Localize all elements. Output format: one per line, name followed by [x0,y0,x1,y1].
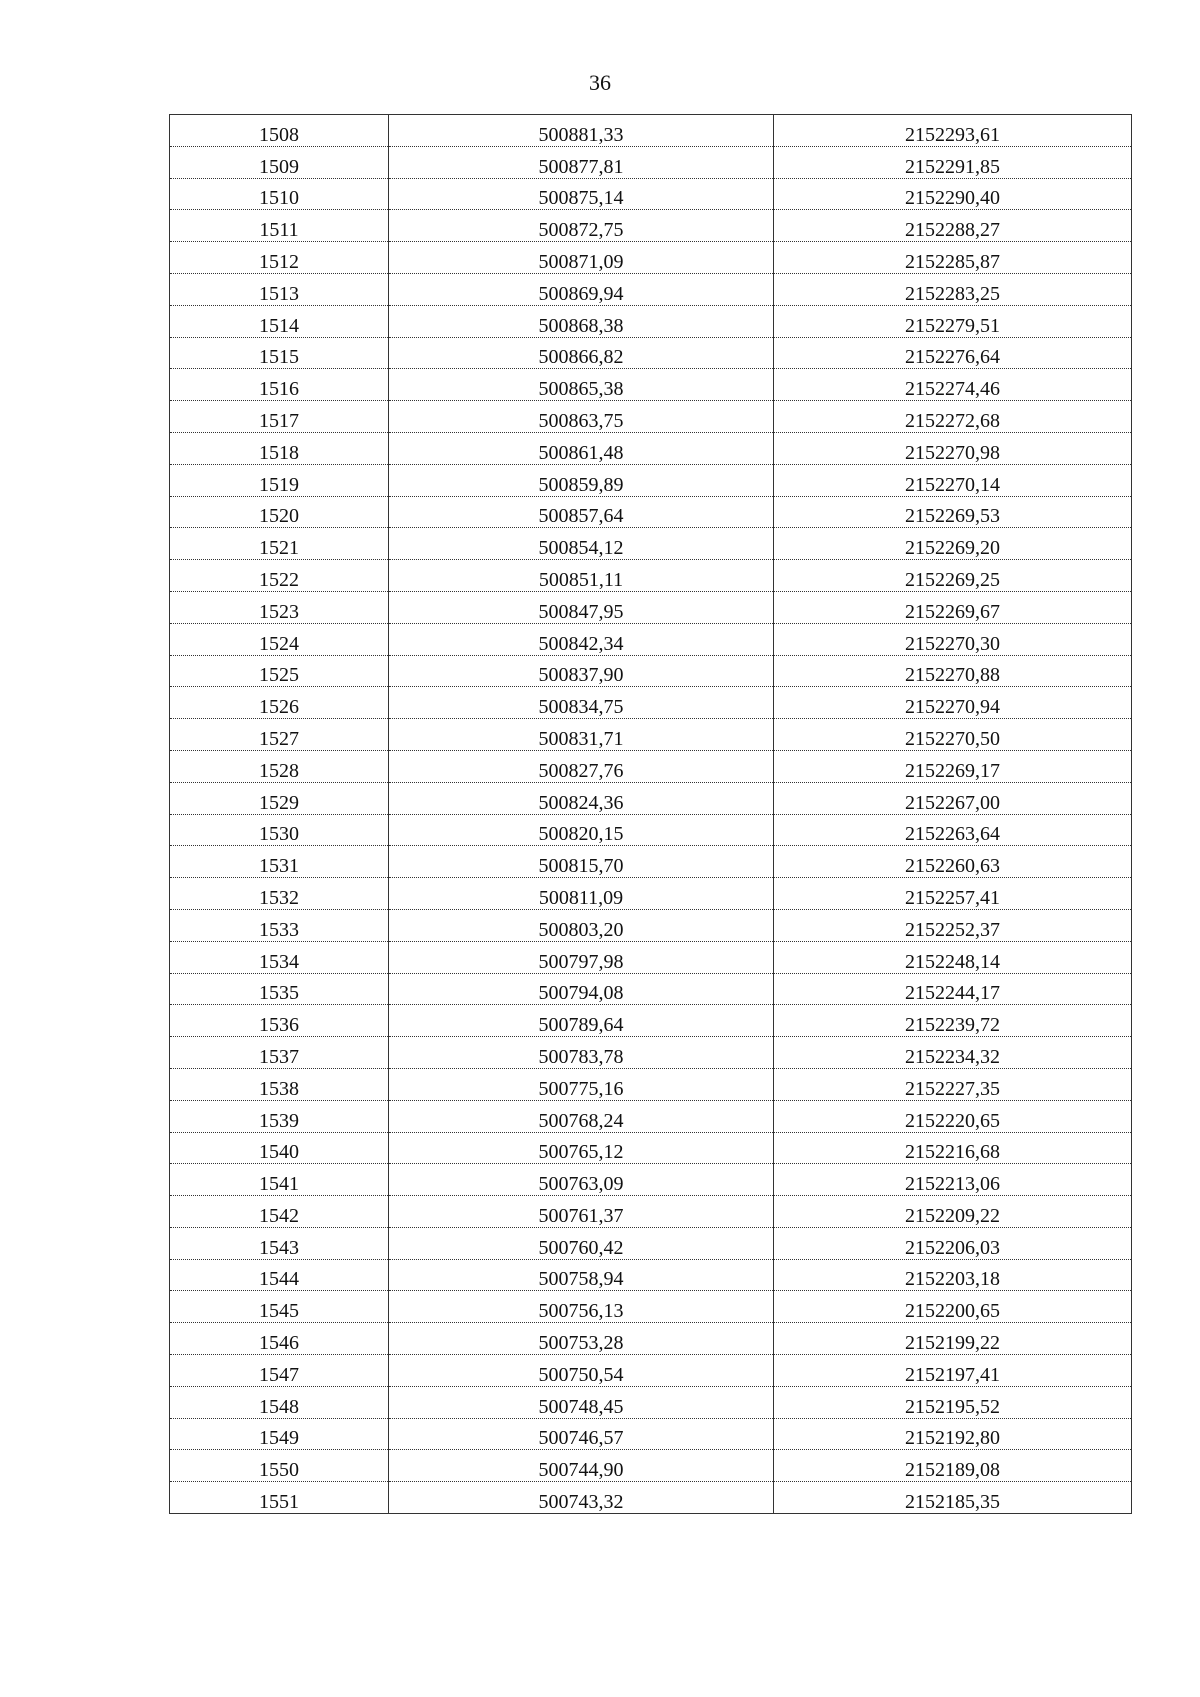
table-row [170,719,1132,751]
x-coordinate-cell: 500827,76 [389,750,774,782]
y-coordinate-cell: 2152192,80 [774,1418,1132,1450]
y-coordinate-cell: 2152270,50 [774,719,1132,751]
y-coordinate-cell: 2152199,22 [774,1323,1132,1355]
x-coordinate-cell: 500842,34 [389,623,774,655]
y-coordinate-cell: 2152269,25 [774,560,1132,592]
point-number-cell: 1531 [170,846,389,878]
point-number-cell: 1526 [170,687,389,719]
x-coordinate-cell: 500861,48 [389,432,774,464]
y-coordinate-cell: 2152239,72 [774,1005,1132,1037]
point-number-cell: 1550 [170,1450,389,1482]
y-coordinate-cell: 2152269,17 [774,750,1132,782]
point-number-cell: 1532 [170,878,389,910]
x-coordinate-cell: 500743,32 [389,1482,774,1514]
y-coordinate-cell: 2152269,20 [774,528,1132,560]
x-coordinate-cell: 500871,09 [389,242,774,274]
y-coordinate-cell: 2152189,08 [774,1450,1132,1482]
x-coordinate-cell: 500854,12 [389,528,774,560]
table-row [170,1100,1132,1132]
y-coordinate-cell: 2152269,53 [774,496,1132,528]
point-number-cell: 1514 [170,305,389,337]
x-coordinate-cell: 500847,95 [389,591,774,623]
y-coordinate-cell: 2152267,00 [774,782,1132,814]
table-row [170,305,1132,337]
y-coordinate-cell: 2152203,18 [774,1259,1132,1291]
x-coordinate-cell: 500881,33 [389,115,774,147]
x-coordinate-cell: 500803,20 [389,909,774,941]
point-number-cell: 1543 [170,1227,389,1259]
table-row [170,560,1132,592]
table-row [170,401,1132,433]
x-coordinate-cell: 500824,36 [389,782,774,814]
table-row [170,146,1132,178]
point-number-cell: 1544 [170,1259,389,1291]
point-number-cell: 1520 [170,496,389,528]
point-number-cell: 1513 [170,273,389,305]
y-coordinate-cell: 2152260,63 [774,846,1132,878]
point-number-cell: 1518 [170,432,389,464]
y-coordinate-cell: 2152244,17 [774,973,1132,1005]
table-row [170,591,1132,623]
x-coordinate-cell: 500831,71 [389,719,774,751]
y-coordinate-cell: 2152185,35 [774,1482,1132,1514]
y-coordinate-cell: 2152274,46 [774,369,1132,401]
table-row [170,1482,1132,1514]
x-coordinate-cell: 500869,94 [389,273,774,305]
table-row [170,242,1132,274]
table-row [170,1164,1132,1196]
y-coordinate-cell: 2152290,40 [774,178,1132,210]
x-coordinate-cell: 500748,45 [389,1386,774,1418]
x-coordinate-cell: 500794,08 [389,973,774,1005]
y-coordinate-cell: 2152195,52 [774,1386,1132,1418]
y-coordinate-cell: 2152257,41 [774,878,1132,910]
x-coordinate-cell: 500837,90 [389,655,774,687]
x-coordinate-cell: 500756,13 [389,1291,774,1323]
point-number-cell: 1534 [170,941,389,973]
y-coordinate-cell: 2152269,67 [774,591,1132,623]
table-row [170,1291,1132,1323]
point-number-cell: 1524 [170,623,389,655]
x-coordinate-cell: 500746,57 [389,1418,774,1450]
point-number-cell: 1516 [170,369,389,401]
x-coordinate-cell: 500789,64 [389,1005,774,1037]
x-coordinate-cell: 500763,09 [389,1164,774,1196]
x-coordinate-cell: 500783,78 [389,1037,774,1069]
y-coordinate-cell: 2152234,32 [774,1037,1132,1069]
x-coordinate-cell: 500865,38 [389,369,774,401]
point-number-cell: 1530 [170,814,389,846]
table-row [170,528,1132,560]
x-coordinate-cell: 500758,94 [389,1259,774,1291]
x-coordinate-cell: 500863,75 [389,401,774,433]
table-row [170,464,1132,496]
table-row [170,973,1132,1005]
x-coordinate-cell: 500768,24 [389,1100,774,1132]
point-number-cell: 1545 [170,1291,389,1323]
table-row [170,1323,1132,1355]
point-number-cell: 1551 [170,1482,389,1514]
table-row [170,337,1132,369]
table-row [170,178,1132,210]
x-coordinate-cell: 500765,12 [389,1132,774,1164]
table-row [170,1227,1132,1259]
y-coordinate-cell: 2152227,35 [774,1068,1132,1100]
point-number-cell: 1546 [170,1323,389,1355]
x-coordinate-cell: 500834,75 [389,687,774,719]
y-coordinate-cell: 2152276,64 [774,337,1132,369]
y-coordinate-cell: 2152200,65 [774,1291,1132,1323]
y-coordinate-cell: 2152197,41 [774,1355,1132,1387]
table-row [170,496,1132,528]
x-coordinate-cell: 500761,37 [389,1196,774,1228]
table-row [170,846,1132,878]
x-coordinate-cell: 500868,38 [389,305,774,337]
point-number-cell: 1523 [170,591,389,623]
point-number-cell: 1537 [170,1037,389,1069]
point-number-cell: 1509 [170,146,389,178]
point-number-cell: 1522 [170,560,389,592]
coordinates-table [169,114,1132,1514]
y-coordinate-cell: 2152248,14 [774,941,1132,973]
table-row [170,1037,1132,1069]
table-row [170,782,1132,814]
page-number: 36 [589,70,611,95]
point-number-cell: 1549 [170,1418,389,1450]
y-coordinate-cell: 2152270,98 [774,432,1132,464]
point-number-cell: 1533 [170,909,389,941]
x-coordinate-cell: 500753,28 [389,1323,774,1355]
x-coordinate-cell: 500820,15 [389,814,774,846]
y-coordinate-cell: 2152263,64 [774,814,1132,846]
y-coordinate-cell: 2152279,51 [774,305,1132,337]
y-coordinate-cell: 2152288,27 [774,210,1132,242]
table-row [170,1355,1132,1387]
table-row [170,1386,1132,1418]
y-coordinate-cell: 2152220,65 [774,1100,1132,1132]
table-row [170,273,1132,305]
table-row [170,1132,1132,1164]
table-row [170,878,1132,910]
point-number-cell: 1535 [170,973,389,1005]
point-number-cell: 1512 [170,242,389,274]
y-coordinate-cell: 2152213,06 [774,1164,1132,1196]
point-number-cell: 1538 [170,1068,389,1100]
x-coordinate-cell: 500866,82 [389,337,774,369]
table-row [170,814,1132,846]
table-row [170,1259,1132,1291]
point-number-cell: 1547 [170,1355,389,1387]
point-number-cell: 1527 [170,719,389,751]
y-coordinate-cell: 2152270,94 [774,687,1132,719]
x-coordinate-cell: 500744,90 [389,1450,774,1482]
y-coordinate-cell: 2152270,14 [774,464,1132,496]
point-number-cell: 1548 [170,1386,389,1418]
point-number-cell: 1519 [170,464,389,496]
point-number-cell: 1521 [170,528,389,560]
y-coordinate-cell: 2152252,37 [774,909,1132,941]
point-number-cell: 1517 [170,401,389,433]
table-row [170,210,1132,242]
table-row [170,369,1132,401]
x-coordinate-cell: 500851,11 [389,560,774,592]
point-number-cell: 1540 [170,1132,389,1164]
x-coordinate-cell: 500797,98 [389,941,774,973]
table-row [170,1005,1132,1037]
y-coordinate-cell: 2152291,85 [774,146,1132,178]
y-coordinate-cell: 2152270,30 [774,623,1132,655]
y-coordinate-cell: 2152293,61 [774,115,1132,147]
y-coordinate-cell: 2152272,68 [774,401,1132,433]
table-row [170,655,1132,687]
point-number-cell: 1525 [170,655,389,687]
point-number-cell: 1511 [170,210,389,242]
coordinates-table-body [170,115,1132,1514]
table-row [170,115,1132,147]
x-coordinate-cell: 500750,54 [389,1355,774,1387]
y-coordinate-cell: 2152270,88 [774,655,1132,687]
x-coordinate-cell: 500760,42 [389,1227,774,1259]
table-row [170,909,1132,941]
x-coordinate-cell: 500875,14 [389,178,774,210]
x-coordinate-cell: 500811,09 [389,878,774,910]
point-number-cell: 1510 [170,178,389,210]
x-coordinate-cell: 500872,75 [389,210,774,242]
table-row [170,941,1132,973]
x-coordinate-cell: 500859,89 [389,464,774,496]
x-coordinate-cell: 500775,16 [389,1068,774,1100]
table-row [170,1068,1132,1100]
y-coordinate-cell: 2152285,87 [774,242,1132,274]
y-coordinate-cell: 2152216,68 [774,1132,1132,1164]
point-number-cell: 1536 [170,1005,389,1037]
point-number-cell: 1515 [170,337,389,369]
x-coordinate-cell: 500877,81 [389,146,774,178]
table-row [170,750,1132,782]
point-number-cell: 1508 [170,115,389,147]
table-row [170,1450,1132,1482]
table-row [170,623,1132,655]
point-number-cell: 1529 [170,782,389,814]
point-number-cell: 1539 [170,1100,389,1132]
table-row [170,687,1132,719]
y-coordinate-cell: 2152206,03 [774,1227,1132,1259]
table-row [170,1196,1132,1228]
x-coordinate-cell: 500857,64 [389,496,774,528]
x-coordinate-cell: 500815,70 [389,846,774,878]
table-row [170,1418,1132,1450]
point-number-cell: 1541 [170,1164,389,1196]
y-coordinate-cell: 2152209,22 [774,1196,1132,1228]
y-coordinate-cell: 2152283,25 [774,273,1132,305]
point-number-cell: 1528 [170,750,389,782]
point-number-cell: 1542 [170,1196,389,1228]
table-row [170,432,1132,464]
